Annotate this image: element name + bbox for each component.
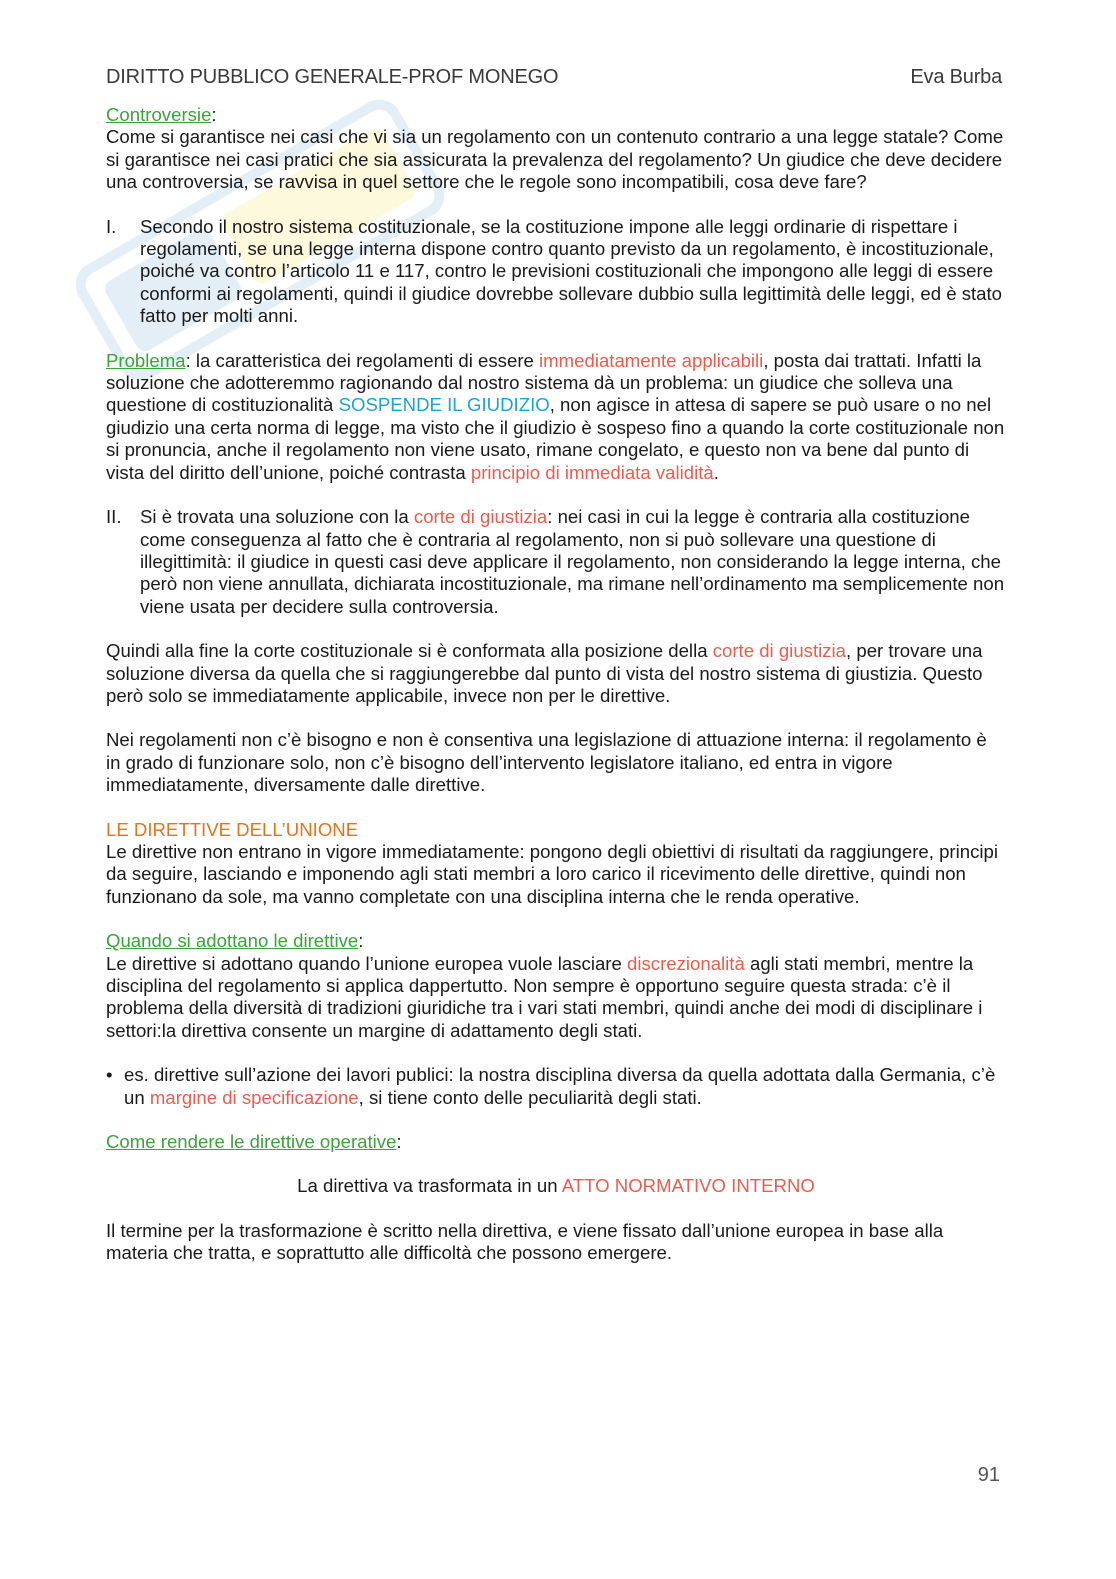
header-author: Eva Burba	[910, 66, 1002, 88]
regolamenti-paragraph: Nei regolamenti non c’è bisogno e non è consentiva una legislazione di attuazione interna: il regolamento è in grado di funzionare solo, non c’è bisogno dell’intervento legislatore italiano, ed entra in vigore immediatamente, diversamente dalle direttive.	[106, 729, 987, 796]
controversie-body: Come si garantisce nei casi che vi sia un regolamento con un contenuto contrario a una legge statale? Come si garantisce nei casi pratici che sia assicurata la prevalenza del regolamento? Un giudice che deve decidere una controversia, se ravvisa in quel settore che le regole sono incompatibili, cosa deve fare?	[106, 126, 1004, 193]
item-text: Secondo il nostro sistema costituzionale, se la costituzione impone alle leggi ordinarie di rispettare i regolamenti, se una legge interna dispone contro quanto previsto da un regolamento, è incostituzionale, poiché va contro l’articolo 11 e 117, contro le previsioni costituzionali che impongono alle leggi di essere conformi ai regolamenti, quindi il giudice dovrebbe sollevare dubbio sulla legittimità delle leggi, ed è stato fatto per molti anni.	[140, 215, 1003, 327]
highlight-discrezionalita: discrezionalità	[627, 952, 745, 974]
bullet-dot: •	[106, 1064, 113, 1086]
quando-body: Le direttive si adottano quando l’unione europea vuole lasciare discrezionalità agli stati membri, mentre la disciplina del regolamento si applica dappertutto. Non sempre è opportuno seguire questa strada: c’è il problema della diversità di tradizioni giuridiche tra i vari stati membri, quindi anche dei modi di disciplinare i settori:la direttiva consente un margine di adattamento degli stati.	[106, 952, 983, 1041]
problema-paragraph: Problema: la caratteristica dei regolamenti di essere immediatamente applicabili, posta dai trattati. Infatti la soluzione che adotteremmo ragionando dal nostro sistema dà un problema: un giudice che solleva una questione di costituzionalità SOSPENDE IL GIUDIZIO, non agisce in attesa di sapere se può usare o no nel giudizio una certa norma di legge, ma visto che il giudizio è sospeso fino a quando la corte costituzionale non si pronuncia, anche il regolamento non viene usato, rimane congelato, e questo non va bene dal punto di vista del diritto dell’unione, poiché contrasta principio di immediata validità.	[106, 349, 1005, 483]
page-number: 91	[977, 1464, 1000, 1486]
come-title: Come rendere le direttive operative	[106, 1131, 397, 1153]
page-content	[106, 104, 1006, 1265]
direttive-heading: LE DIRETTIVE DELL’UNIONE	[106, 818, 359, 840]
quindi-paragraph: Quindi alla fine la corte costituzionale si è conformata alla posizione della corte di giustizia, per trovare una soluzione diversa da quella che si raggiungerebbe dal punto di vista del nostro sistema di giustizia. Questo però solo se immediatamente applicabile, invece non per le direttive.	[106, 640, 983, 706]
highlight-corte: corte di giustizia	[712, 640, 847, 662]
highlight-sospende: SOSPENDE IL GIUDIZIO	[338, 394, 550, 416]
highlight-corte: corte di giustizia	[413, 506, 548, 528]
controversie-heading: Controversie:	[106, 104, 217, 125]
highlight-immediatamente: immediatamente applicabili	[539, 349, 764, 371]
item-text: Si è trovata una soluzione con la corte di giustizia: nei casi in cui la legge è contraria alla costituzione come conseguenza al fatto che è contraria al regolamento, non si può sollevare una questione di illegittimità: il giudice in questi casi deve applicare il regolamento, non considerando la legge interna, che però non viene annullata, dichiarata incostituzionale, ma rimane nell’ordinamento ma semplicemente non viene usata per decidere sulla controversia.	[140, 506, 1005, 617]
bullet-text: es. direttive sull’azione dei lavori publici: la nostra disciplina diversa da quella adottata dalla Germania, c’è un margine di specificazione, si tiene conto delle peculiarità degli stati.	[124, 1064, 996, 1108]
header-title: DIRITTO PUBBLICO GENERALE-PROF MONEGO	[106, 66, 559, 88]
highlight-atto-normativo: ATTO NORMATIVO INTERNO	[561, 1175, 815, 1197]
controversie-title: Controversie	[106, 104, 212, 125]
problema-title: Problema	[106, 349, 186, 371]
quando-heading: Quando si adottano le direttive:	[106, 930, 364, 952]
bullet-item	[106, 1064, 1006, 1109]
highlight-margine: margine di specificazione	[149, 1086, 359, 1108]
quando-title: Quando si adottano le direttive	[106, 930, 359, 952]
centered-statement: La direttiva va trasformata in un ATTO NORMATIVO INTERNO	[297, 1175, 815, 1197]
highlight-principio: principio di immediata validità	[470, 461, 714, 483]
numbered-item-1	[106, 216, 1006, 328]
direttive-body: Le direttive non entrano in vigore immediatamente: pongono degli obiettivi di risultati da raggiungere, principi da seguire, lasciando e imponendo agli stati membri a loro carico il ricevimento delle direttive, quindi non funzionano da sole, ma vanno completate con una disciplina interna che le renda operative.	[106, 840, 999, 907]
item-number: I.	[106, 215, 117, 237]
item-number: II.	[106, 506, 122, 528]
termine-paragraph: Il termine per la trasformazione è scritto nella direttiva, e viene fissato dall’unione europea in base alla materia che tratta, e soprattutto alle difficoltà che possono emergere.	[106, 1219, 944, 1264]
numbered-item-2	[106, 506, 1006, 618]
come-heading: Come rendere le direttive operative:	[106, 1131, 402, 1153]
